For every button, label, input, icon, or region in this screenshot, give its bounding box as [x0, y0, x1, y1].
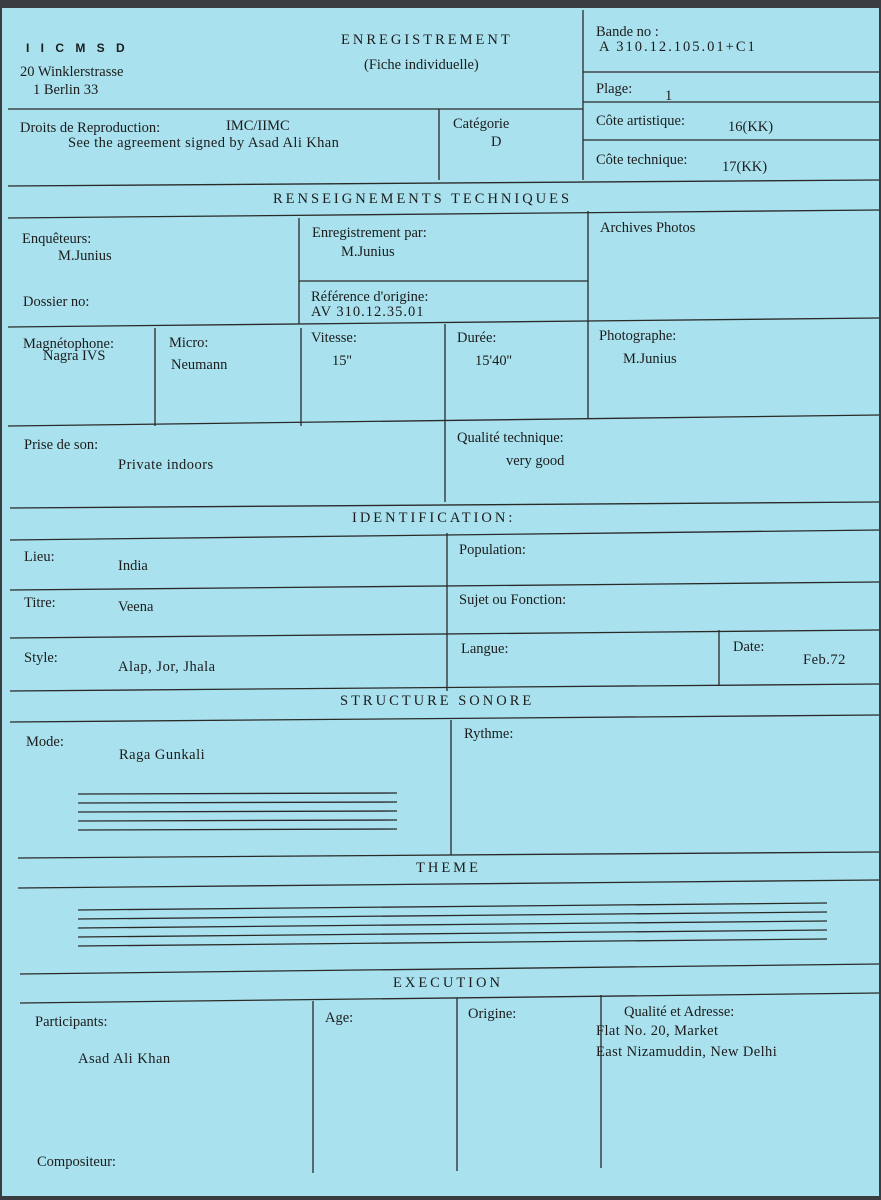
date-value: Feb.72 [803, 652, 846, 668]
photographe-label: Photographe: [599, 328, 677, 344]
rights-label: Droits de Reproduction: [20, 120, 161, 136]
section-title-theme: THEME [416, 860, 481, 876]
rights-value: IMC/IIMC [226, 118, 290, 134]
section-title-structure: STRUCTURE SONORE [340, 693, 535, 709]
mode-label: Mode: [26, 734, 64, 750]
sujet-label: Sujet ou Fonction: [459, 592, 567, 608]
section-title-technique: RENSEIGNEMENTS TECHNIQUES [273, 191, 573, 207]
style-value: Alap, Jor, Jhala [118, 659, 216, 675]
reference-value: AV 310.12.35.01 [311, 304, 425, 320]
titre-value: Veena [118, 599, 154, 615]
address-street: 20 Winklerstrasse [20, 64, 124, 80]
magnetophone-value: Nagra IVS [43, 348, 106, 364]
vitesse-label: Vitesse: [311, 330, 357, 346]
photographe-value: M.Junius [623, 351, 677, 367]
qualite-technique-label: Qualité technique: [457, 430, 564, 446]
participants-label: Participants: [35, 1014, 108, 1030]
adresse-line-2: East Nizamuddin, New Delhi [596, 1044, 778, 1060]
duree-label: Durée: [457, 330, 497, 346]
origine-label: Origine: [468, 1006, 517, 1022]
categorie-value: D [491, 134, 502, 150]
org-name: I I C M S D [26, 41, 129, 55]
population-label: Population: [459, 542, 526, 558]
categorie-label: Catégorie [453, 116, 510, 132]
cote-technique-value: 17(KK) [722, 159, 768, 175]
qualite-technique-value: very good [506, 453, 565, 469]
cote-technique-label: Côte technique: [596, 152, 688, 168]
enqueteurs-value: M.Junius [58, 248, 112, 264]
prise-de-son-value: Private indoors [118, 457, 214, 473]
lieu-label: Lieu: [24, 549, 55, 565]
participants-value: Asad Ali Khan [78, 1051, 171, 1067]
style-label: Style: [24, 650, 58, 666]
cote-artistique-value: 16(KK) [728, 119, 774, 135]
bande-value: A 310.12.105.01+C1 [599, 39, 757, 55]
compositeur-label: Compositeur: [37, 1154, 116, 1170]
vitesse-value: 15'' [332, 353, 352, 369]
archives-photos-label: Archives Photos [600, 220, 696, 236]
duree-value: 15'40'' [475, 353, 512, 369]
micro-label: Micro: [169, 335, 209, 351]
address-city: 1 Berlin 33 [33, 82, 99, 98]
adresse-line-1: Flat No. 20, Market [596, 1023, 719, 1039]
micro-value: Neumann [171, 357, 228, 373]
plage-label: Plage: [596, 81, 633, 97]
index-card [2, 8, 879, 1196]
enqueteurs-label: Enquêteurs: [22, 231, 92, 247]
enregistrement-par-label: Enregistrement par: [312, 225, 427, 241]
qualite-adresse-label: Qualité et Adresse: [624, 1004, 735, 1020]
age-label: Age: [325, 1010, 354, 1026]
lieu-value: India [118, 558, 148, 574]
prise-de-son-label: Prise de son: [24, 437, 99, 453]
titre-label: Titre: [24, 595, 56, 611]
rights-note: See the agreement signed by Asad Ali Khan [68, 135, 340, 151]
cote-artistique-label: Côte artistique: [596, 113, 685, 129]
bande-label: Bande no : [596, 24, 659, 40]
magnetophone-label: Magnétophone: [23, 336, 115, 352]
dossier-label: Dossier no: [23, 294, 90, 310]
reference-label: Référence d'origine: [311, 289, 429, 305]
enregistrement-par-value: M.Junius [341, 244, 395, 260]
langue-label: Langue: [461, 641, 509, 657]
form-subtitle: (Fiche individuelle) [364, 57, 479, 73]
plage-value: 1 [665, 88, 673, 104]
mode-value: Raga Gunkali [119, 747, 206, 763]
section-title-identification: IDENTIFICATION: [352, 510, 516, 526]
date-label: Date: [733, 639, 765, 655]
rythme-label: Rythme: [464, 726, 514, 742]
form-title: ENREGISTREMENT [341, 32, 513, 48]
section-title-execution: EXECUTION [393, 975, 503, 991]
